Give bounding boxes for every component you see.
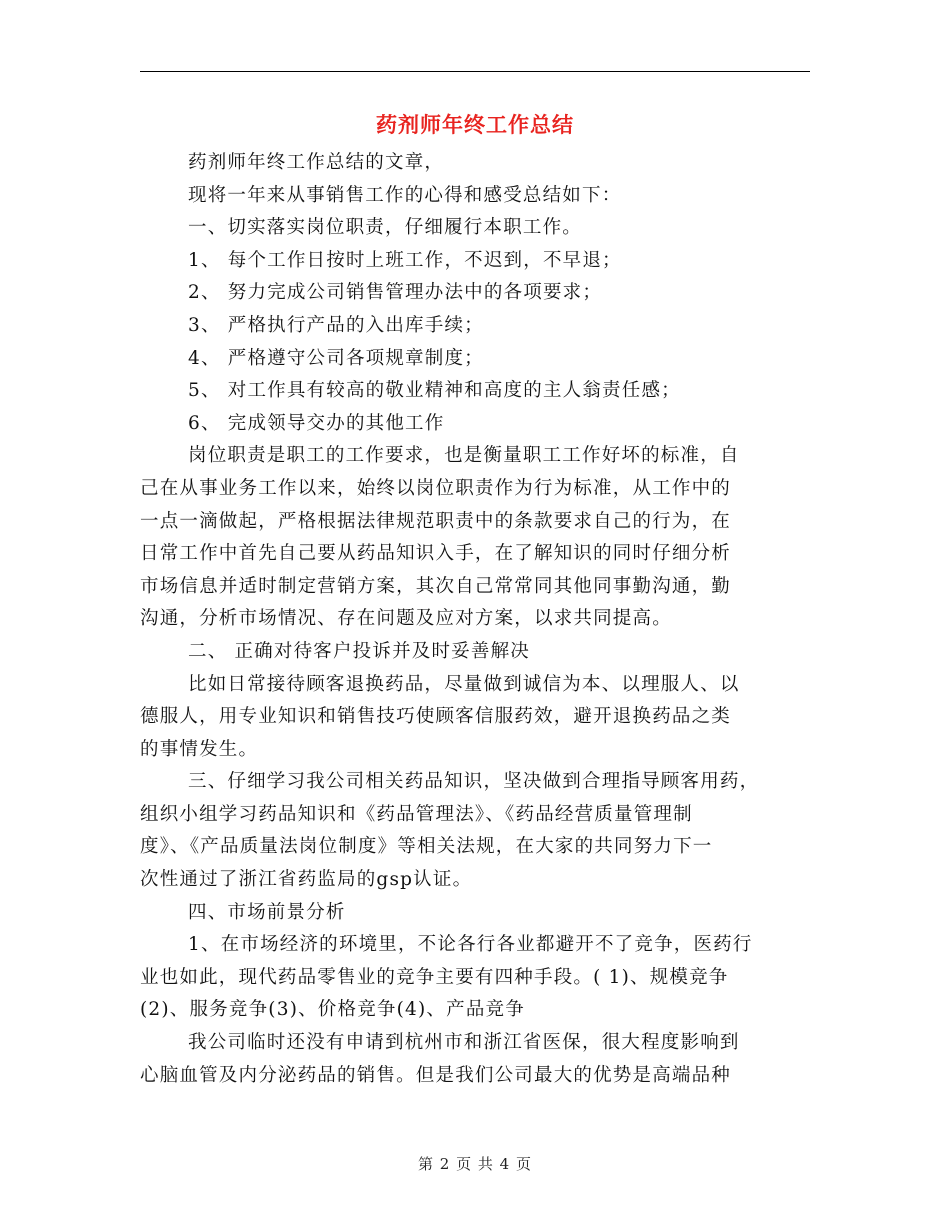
document-title: 药剂师年终工作总结 [376, 113, 574, 137]
list-item: 1、 每个工作日按时上班工作，不迟到，不早退； [188, 249, 622, 271]
list-item: 5、 对工作具有较高的敬业精神和高度的主人翁责任感； [188, 380, 681, 402]
paragraph-line: 沟通，分析市场情况、存在问题及应对方案，以求共同提高。 [140, 608, 672, 630]
list-item: 2、 努力完成公司销售管理办法中的各项要求； [188, 282, 603, 304]
list-item: 3、 严格执行产品的入出库手续； [188, 314, 484, 336]
list-item: 4、 严格遵守公司各项规章制度； [188, 347, 484, 369]
header-rule [140, 71, 810, 72]
paragraph-line: 比如日常接待顾客退换药品，尽量做到诚信为本、以理服人、以 [188, 673, 740, 695]
paragraph-line: 我公司临时还没有申请到杭州市和浙江省医保，很大程度影响到 [188, 1032, 740, 1054]
paragraph-line: 心脑血管及内分泌药品的销售。但是我们公司最大的优势是高端品种 [140, 1064, 732, 1086]
paragraph-line: (2)、服务竞争(3)、价格竞争(4)、产品竞争 [140, 999, 525, 1021]
document-body [140, 147, 810, 1092]
paragraph-line: 己在从事业务工作以来，始终以岗位职责作为行为标准，从工作中的 [140, 477, 732, 499]
paragraph-line: 三、仔细学习我公司相关药品知识，坚决做到合理指导顾客用药， [188, 771, 760, 793]
list-item: 6、 完成领导交办的其他工作 [188, 412, 445, 434]
paragraph-line: 德服人，用专业知识和销售技巧使顾客信服药效，避开退换药品之类 [140, 706, 732, 728]
paragraph-line: 度》、《产品质量法岗位制度》等相关法规，在大家的共同努力下一 [140, 836, 713, 858]
paragraph-line: 业也如此，现代药品零售业的竞争主要有四种手段。( 1)、规模竞争 [140, 966, 729, 988]
paragraph-line: 药剂师年终工作总结的文章， [188, 152, 445, 173]
paragraph-line: 1、在市场经济的环境里，不论各行各业都避开不了竞争，医药行 [188, 934, 753, 956]
section-heading: 四、市场前景分析 [188, 901, 346, 923]
paragraph-line: 次性通过了浙江省药监局的gsp认证。 [140, 869, 473, 891]
paragraph-line: 市场信息并适时制定营销方案，其次自己常常同其他同事勤沟通，勤 [140, 575, 732, 597]
paragraph-line: 岗位职责是职工的工作要求，也是衡量职工工作好坏的标准，自 [188, 445, 740, 467]
paragraph-line: 的事情发生。 [140, 738, 259, 760]
paragraph-line: 现将一年来从事销售工作的心得和感受总结如下： [188, 184, 622, 206]
paragraph-line: 一点一滴做起，严格根据法律规范职责中的条款要求自己的行为，在 [140, 510, 732, 532]
paragraph-line: 组织小组学习药品知识和《药品管理法》、《药品经营质量管理制 [140, 803, 693, 825]
paragraph-line: 一、切实落实岗位职责，仔细履行本职工作。 [188, 217, 583, 239]
page-footer: 第 2 页 共 4 页 [418, 1155, 532, 1173]
section-heading: 二、 正确对待客户投诉并及时妥善解决 [188, 640, 530, 662]
paragraph-line: 日常工作中首先自己要从药品知识入手，在了解知识的同时仔细分析 [140, 543, 732, 565]
